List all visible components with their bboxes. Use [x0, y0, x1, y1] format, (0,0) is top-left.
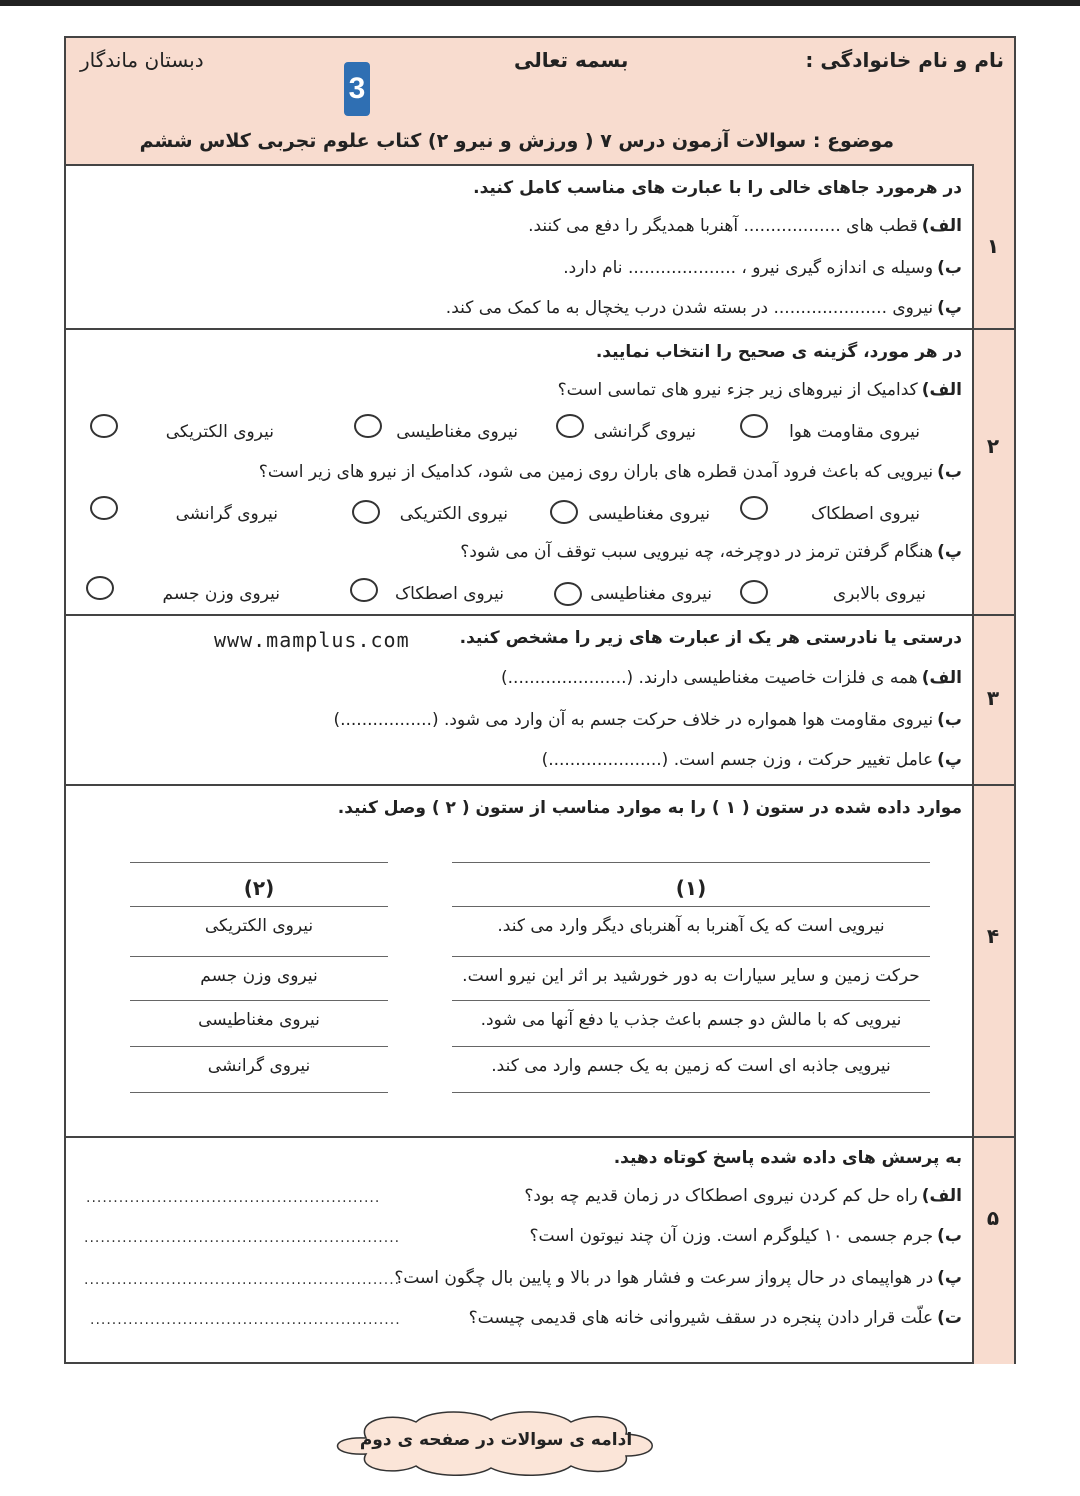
option-c1: نیروی بالابری [832, 584, 926, 604]
name-label: نام و نام خانوادگی : [805, 48, 1004, 72]
item-1 [558, 380, 962, 400]
radio-c3[interactable] [350, 578, 378, 602]
answer-blank[interactable]: ...................................................... [86, 1190, 381, 1206]
bismillah: بسمه تعالی [514, 48, 629, 72]
item-label: ب) [937, 462, 962, 482]
table-rule [452, 1092, 930, 1093]
item-text: نیروی مقاومت هوا همواره در خلاف حرکت جسم به آن وارد می شود. (.................) [333, 710, 934, 730]
option-a1: نیروی مقاومت هوا [789, 422, 920, 442]
answer-blank[interactable]: .......................................................... [84, 1272, 401, 1288]
question-number: ۱ [986, 234, 1000, 258]
radio-c2[interactable] [554, 582, 582, 606]
option-a2: نیروی گرانشی [593, 422, 696, 442]
item-2 [259, 462, 962, 482]
answer-blank[interactable]: .......................................................... [84, 1230, 401, 1246]
col2-item-2: نیروی وزن جسم [200, 966, 318, 986]
col2-item-4: نیروی گرانشی [207, 1056, 311, 1076]
item-text: هنگام گرفتن ترمز در دوچرخه، چه نیرویی سبب توقف آن می شود؟ [460, 542, 934, 562]
col2-header: (۲) [243, 876, 275, 900]
table-rule [130, 1000, 388, 1001]
top-border [0, 0, 1080, 6]
question-number: ۳ [986, 686, 1000, 710]
option-b4: نیروی گرانشی [175, 504, 278, 524]
radio-c1[interactable] [740, 580, 768, 604]
table-rule [452, 906, 930, 907]
item-label: ت) [937, 1308, 962, 1328]
instruction: درستی یا نادرستی هر یک از عبارت های زیر را مشخص کنید. [459, 628, 962, 648]
option-c2: نیروی مغناطیسی [590, 584, 712, 604]
item-label: پ) [937, 542, 962, 562]
col1-item-3: نیرویی که با مالش دو جسم باعث جذب یا دفع آنها می شود. [480, 1010, 902, 1030]
table-rule [452, 956, 930, 957]
continue-text: ادامه ی سوالات در صفحه ی دوم [359, 1430, 633, 1450]
item-label: الف) [921, 1186, 962, 1206]
table-rule [452, 1046, 930, 1047]
item-text: نیرویی که باعث فرود آمدن قطره های باران روی زمین می شود، کدامیک از نیرو های زیر است؟ [258, 462, 934, 482]
item-text: جرم جسمی ۱۰ کیلوگرم است. وزن آن چند نیوتون است؟ [529, 1226, 934, 1246]
item-label: ب) [937, 258, 962, 278]
radio-b2[interactable] [550, 500, 578, 524]
radio-a4[interactable] [90, 414, 118, 438]
table-rule [452, 862, 930, 863]
table-rule [130, 956, 388, 957]
option-a4: نیروی الکتریکی [165, 422, 274, 442]
item-label: الف) [921, 216, 962, 236]
item-3 [460, 542, 962, 562]
instruction: موارد داده شده در ستون ( ۱ ) را به موارد مناسب از ستون ( ۲ ) وصل کنید. [337, 798, 962, 818]
radio-a3[interactable] [354, 414, 382, 438]
item-text: کدامیک از نیروهای زیر جزء نیرو های تماسی است؟ [557, 380, 918, 400]
item-3 [542, 750, 962, 770]
col1-item-4: نیرویی جاذبه ای است که زمین به یک جسم وارد می کند. [491, 1056, 891, 1076]
exam-sheet [64, 36, 1016, 1364]
item-2 [333, 710, 962, 730]
item-2 [563, 258, 962, 278]
exam-header [66, 38, 1014, 166]
item-1 [501, 668, 962, 688]
item-label: ب) [937, 710, 962, 730]
option-b1: نیروی اصطکاک [810, 504, 920, 524]
item-label: پ) [937, 1268, 962, 1288]
item-text: نیروی ..................... در بسته شدن درب یخچال به ما کمک می کند. [445, 298, 934, 318]
radio-b4[interactable] [90, 496, 118, 520]
item-1 [528, 216, 962, 236]
table-rule [130, 1092, 388, 1093]
question-4 [66, 786, 1014, 1138]
question-5 [66, 1138, 1014, 1364]
item-text: قطب های .................. آهنربا همدیگر را دفع می کنند. [528, 216, 918, 236]
col2-item-1: نیروی الکتریکی [204, 916, 314, 936]
item-label: الف) [921, 668, 962, 688]
question-2 [66, 330, 1014, 616]
item-label: پ) [937, 750, 962, 770]
table-rule [130, 1046, 388, 1047]
col2-item-3: نیروی مغناطیسی [198, 1010, 320, 1030]
item-2 [529, 1226, 962, 1246]
table-rule [130, 862, 388, 863]
instruction: در هرمورد جاهای خالی را با عبارت های مناسب کامل کنید. [473, 178, 962, 198]
item-label: ب) [937, 1226, 962, 1246]
col1-header: (۱) [675, 876, 707, 900]
page-badge: 3 [344, 62, 370, 116]
continue-cloud [326, 1408, 666, 1478]
school-name: دبستان ماندگار [80, 48, 204, 72]
item-3 [394, 1268, 962, 1288]
item-label: الف) [921, 380, 962, 400]
item-text: علّت قرار دادن پنجره در سقف شیروانی خانه های قدیمی چیست؟ [468, 1308, 934, 1328]
exam-subject: موضوع : سوالات آزمون درس ۷ ( ورزش و نیرو ۲) کتاب علوم تجربی کلاس ششم [139, 130, 894, 152]
table-rule [452, 1000, 930, 1001]
radio-b3[interactable] [352, 500, 380, 524]
option-c4: نیروی وزن جسم [162, 584, 280, 604]
question-number: ۵ [986, 1206, 1000, 1230]
item-text: در هواپیمای در حال پرواز سرعت و فشار هوا در بالا و پایین بال چگون است؟ [394, 1268, 934, 1288]
option-c3: نیروی اصطکاک [394, 584, 504, 604]
radio-c4[interactable] [86, 576, 114, 600]
question-3 [66, 616, 1014, 786]
option-a3: نیروی مغناطیسی [396, 422, 518, 442]
item-text: وسیله ی اندازه گیری نیرو ، .................... نام دارد. [563, 258, 934, 278]
instruction: به پرسش های داده شده پاسخ کوتاه دهید. [613, 1148, 962, 1168]
item-text: راه حل کم کردن نیروی اصطکاک در زمان قدیم چه بود؟ [524, 1186, 918, 1206]
option-b2: نیروی مغناطیسی [588, 504, 710, 524]
item-3 [446, 298, 962, 318]
radio-a1[interactable] [740, 414, 768, 438]
col1-item-1: نیرویی است که یک آهنربا به آهنربای دیگر وارد می کند. [497, 916, 885, 936]
question-number: ۴ [986, 924, 1000, 948]
item-text: عامل تغییر حرکت ، وزن جسم است. (.....................) [541, 750, 934, 770]
item-1 [524, 1186, 962, 1206]
instruction: در هر مورد، گزینه ی صحیح را انتخاب نمایید. [595, 342, 962, 362]
option-b3: نیروی الکتریکی [399, 504, 508, 524]
radio-a2[interactable] [556, 414, 584, 438]
radio-b1[interactable] [740, 496, 768, 520]
question-1 [66, 164, 1014, 330]
item-label: پ) [937, 298, 962, 318]
question-number: ۲ [986, 434, 1000, 458]
col1-item-2: حرکت زمین و سایر سیارات به دور خورشید بر اثر این نیرو است. [462, 966, 920, 986]
item-text: همه ی فلزات خاصیت مغناطیسی دارند. (......................) [501, 668, 918, 688]
answer-blank[interactable]: ......................................................... [90, 1312, 401, 1328]
table-rule [130, 906, 388, 907]
item-4 [469, 1308, 962, 1328]
website-watermark: www.mamplus.com [214, 628, 410, 652]
